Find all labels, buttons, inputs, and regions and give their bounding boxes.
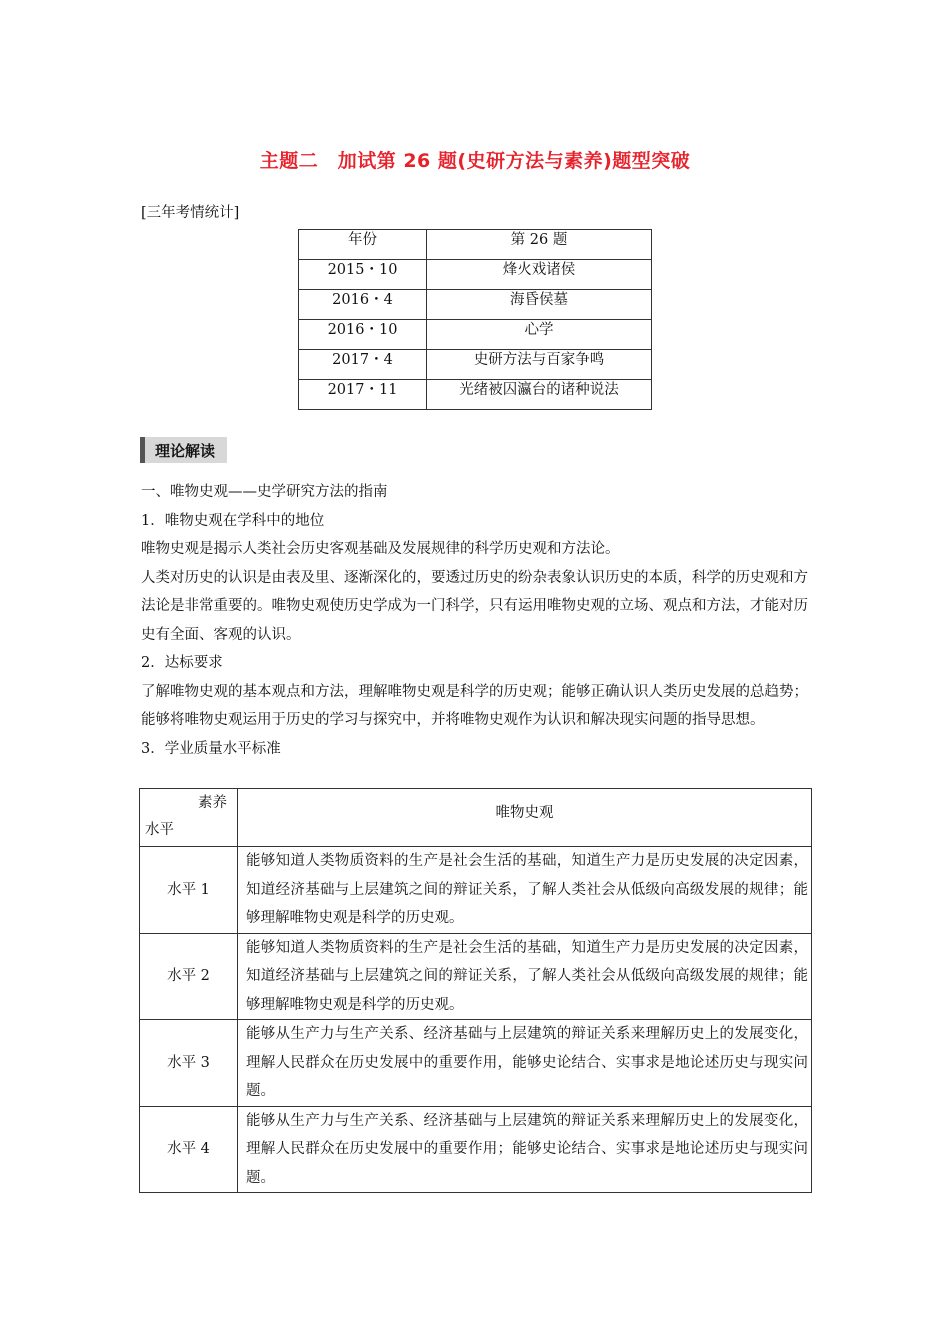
subheading-1: 1．唯物史观在学科中的地位 bbox=[141, 512, 325, 529]
stats-label: [三年考情统计] bbox=[141, 205, 240, 221]
corner-top-label: 素养 bbox=[198, 795, 227, 811]
table-row bbox=[299, 260, 652, 290]
quality-level-table bbox=[139, 788, 812, 1193]
description-cell: 能够知道人类物质资料的生产是社会生活的基础，知道生产力是历史发展的决定因素，知道经济基础与上层建筑之间的辩证关系，了解人类社会从低级向高级发展的规律；能够理解唯物史观是科学的历史观。 bbox=[238, 933, 812, 1020]
topic-cell: 烽火戏诸侯 bbox=[427, 260, 652, 290]
body-text bbox=[141, 478, 813, 763]
table-row bbox=[140, 1106, 812, 1193]
level-cell: 水平 1 bbox=[140, 847, 238, 934]
table-row bbox=[299, 350, 652, 380]
topic-cell: 史研方法与百家争鸣 bbox=[427, 350, 652, 380]
paragraph: 人类对历史的认识是由表及里、逐渐深化的，要透过历史的纷杂表象认识历史的本质，科学的历史观和方法论是非常重要的。唯物史观使历史学成为一门科学，只有运用唯物史观的立场、观点和方法，才能对历史有全面、客观的认识。 bbox=[141, 569, 808, 643]
level-cell: 水平 3 bbox=[140, 1020, 238, 1107]
topic-cell: 光绪被囚瀛台的诸种说法 bbox=[427, 380, 652, 410]
subheading-2: 2．达标要求 bbox=[141, 655, 223, 671]
description-cell: 能够从生产力与生产关系、经济基础与上层建筑的辩证关系来理解历史上的发展变化，理解人民群众在历史发展中的重要作用；能够史论结合、实事求是地论述历史与现实问题。 bbox=[238, 1106, 812, 1193]
table-row bbox=[140, 933, 812, 1020]
subheading-3: 3．学业质量水平标准 bbox=[141, 740, 281, 757]
header-cell: 唯物史观 bbox=[238, 789, 812, 847]
section-title: 理论解读 bbox=[155, 442, 216, 460]
corner-header-cell bbox=[140, 789, 238, 847]
exam-stats-table bbox=[298, 229, 652, 410]
year-cell: 2015・10 bbox=[299, 260, 427, 290]
description-cell: 能够知道人类物质资料的生产是社会生活的基础，知道生产力是历史发展的决定因素，知道经济基础与上层建筑之间的辩证关系，了解人类社会从低级向高级发展的规律；能够理解唯物史观是科学的历史观。 bbox=[238, 847, 812, 934]
topic-cell: 海昏侯墓 bbox=[427, 290, 652, 320]
year-cell: 2017・4 bbox=[299, 350, 427, 380]
table-row bbox=[299, 290, 652, 320]
year-cell: 2016・4 bbox=[299, 290, 427, 320]
table-header-row bbox=[140, 789, 812, 847]
topic-cell: 心学 bbox=[427, 320, 652, 350]
year-cell: 2017・11 bbox=[299, 380, 427, 410]
table-row bbox=[299, 320, 652, 350]
paragraph: 唯物史观是揭示人类社会历史客观基础及发展规律的科学历史观和方法论。 bbox=[141, 541, 620, 557]
level-cell: 水平 2 bbox=[140, 933, 238, 1020]
section-header bbox=[140, 437, 227, 463]
table-header-row bbox=[299, 230, 652, 260]
level-cell: 水平 4 bbox=[140, 1106, 238, 1193]
corner-bottom-label: 水平 bbox=[145, 822, 174, 838]
table-row bbox=[299, 380, 652, 410]
year-cell: 2016・10 bbox=[299, 320, 427, 350]
page-title: 主题二 加试第 26 题(史研方法与素养)题型突破 bbox=[259, 150, 691, 172]
description-cell: 能够从生产力与生产关系、经济基础与上层建筑的辩证关系来理解历史上的发展变化，理解人民群众在历史发展中的重要作用，能够史论结合、实事求是地论述历史与现实问题。 bbox=[238, 1020, 812, 1107]
header-question: 第 26 题 bbox=[427, 230, 652, 260]
table-row bbox=[140, 1020, 812, 1107]
paragraph: 了解唯物史观的基本观点和方法，理解唯物史观是科学的历史观；能够正确认识人类历史发展的总趋势；能够将唯物史观运用于历史的学习与探究中，并将唯物史观作为认识和解决现实问题的指导思想。 bbox=[141, 683, 808, 728]
header-year: 年份 bbox=[299, 230, 427, 260]
table-row bbox=[140, 847, 812, 934]
heading-one: 一、唯物史观——史学研究方法的指南 bbox=[141, 484, 388, 500]
